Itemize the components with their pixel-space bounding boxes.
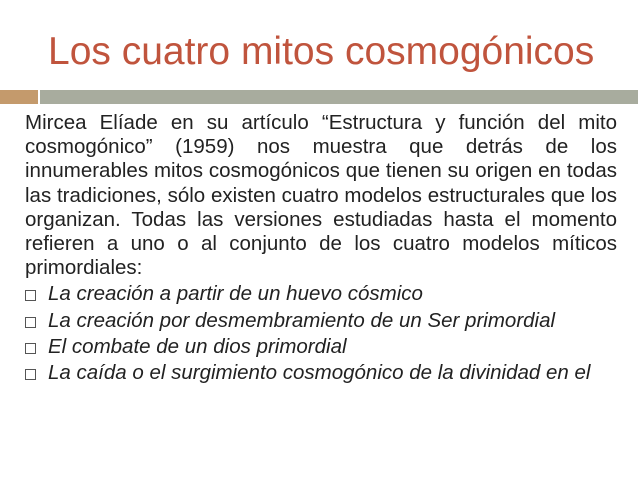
intro-paragraph: Mircea Elíade en su artículo “Estructura y función del mito cosmogónico” (1959) nos muestra que detrás de los innumerables mitos cosmogónicos que tienen su origen en todas las tradiciones, sólo existen cuatro modelos estructurales que los organizan. Todas las versiones estudiadas hasta el momento refieren a uno o al conjunto de los cuatro modelos míticos primordiales: <box>25 111 617 280</box>
square-outline-icon <box>25 317 36 328</box>
slide-content <box>25 111 617 385</box>
title-rule-accent <box>0 90 38 104</box>
bullet-item <box>25 282 617 306</box>
title-rule-bar <box>40 90 638 104</box>
bullet-text: La creación a partir de un huevo cósmico <box>48 282 423 306</box>
square-outline-icon <box>25 369 36 380</box>
bullet-item <box>25 361 617 385</box>
bullet-list <box>25 282 617 385</box>
bullet-item <box>25 335 617 359</box>
bullet-text: La caída o el surgimiento cosmogónico de la divinidad en el <box>48 361 591 385</box>
square-outline-icon <box>25 290 36 301</box>
bullet-item <box>25 309 617 333</box>
square-outline-icon <box>25 343 36 354</box>
bullet-text: La creación por desmembramiento de un Ser primordial <box>48 308 556 332</box>
bullet-text: El combate de un dios primordial <box>48 334 347 358</box>
slide-title: Los cuatro mitos cosmogónicos <box>48 30 595 73</box>
